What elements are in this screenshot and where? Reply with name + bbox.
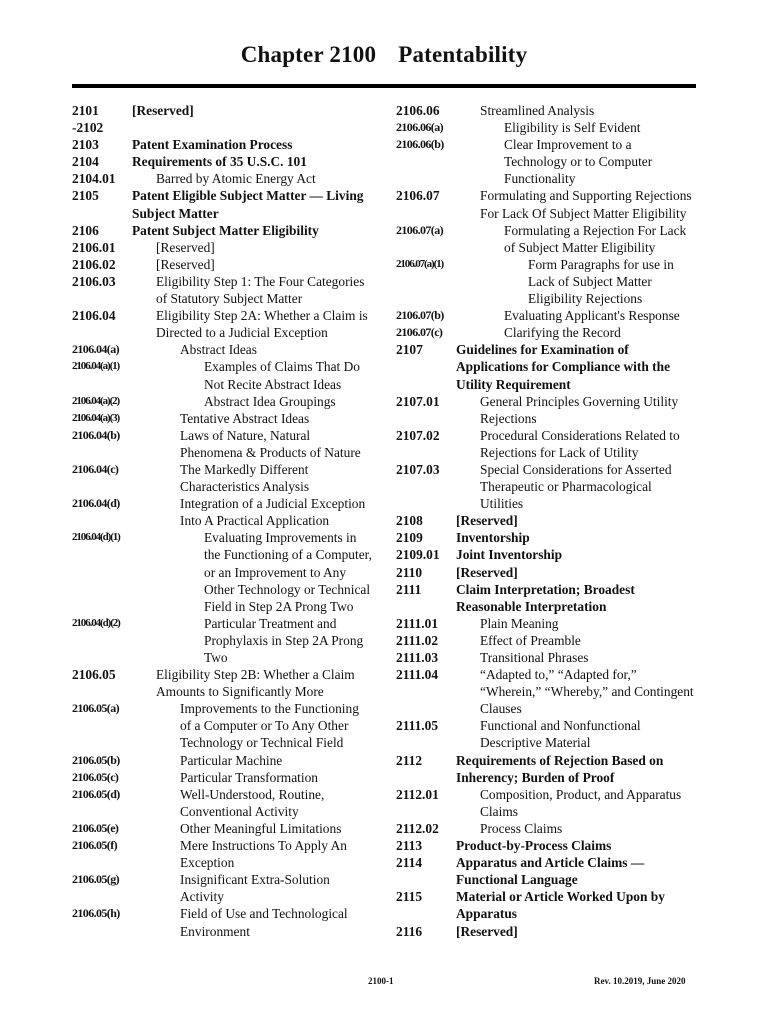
section-title: Clarifying the Record xyxy=(504,325,621,341)
section-number: 2105 xyxy=(72,188,99,204)
section-title: Abstract Ideas xyxy=(180,342,257,358)
section-number: 2111.03 xyxy=(396,650,439,665)
section-title: Process Claims xyxy=(480,820,563,836)
toc-entry xyxy=(72,187,372,221)
section-title: Apparatus and Article Claims — Functional Language xyxy=(456,855,645,888)
section-number: 2111.04 xyxy=(396,667,439,683)
toc-entry xyxy=(72,905,372,939)
toc-entry xyxy=(72,529,372,614)
toc-entry xyxy=(72,769,372,786)
toc-entry xyxy=(396,427,696,461)
section-title: Joint Inventorship xyxy=(456,547,563,563)
section-title: Eligibility Step 1: The Four Categories of Statutory Subject Matter xyxy=(156,273,365,307)
toc-entry xyxy=(72,615,372,666)
toc-entry xyxy=(396,187,696,221)
section-title: Formulating a Rejection For Lack of Subject Matter Eligibility xyxy=(504,222,687,255)
toc-entry xyxy=(396,461,696,512)
section-number: 2112 xyxy=(396,752,423,768)
section-number: 2106.05(e) xyxy=(72,820,119,835)
section-title: Effect of Preamble xyxy=(480,632,581,648)
section-number: 2111.05 xyxy=(396,718,439,734)
heading-rule xyxy=(72,84,696,88)
toc-entry xyxy=(72,358,372,392)
section-number: 2109.01 xyxy=(396,547,440,563)
section-title: Laws of Nature, Natural Phenomena & Products of Nature xyxy=(180,427,361,460)
toc-entry xyxy=(396,324,696,341)
section-title: Insignificant Extra-Solution Activity xyxy=(180,872,330,905)
toc-entry xyxy=(72,837,372,871)
section-number: 2106.06(b) xyxy=(396,137,444,152)
section-title: [Reserved] xyxy=(456,923,518,939)
toc-entry xyxy=(396,256,696,307)
section-number: 2109 xyxy=(396,530,423,546)
toc-entry xyxy=(72,666,372,700)
section-number: 2111.01 xyxy=(396,615,439,631)
section-number: 2107 xyxy=(396,342,423,358)
toc-entry xyxy=(72,239,372,256)
toc-entry xyxy=(396,222,696,256)
section-number: 2106.07(c) xyxy=(396,325,443,340)
section-title: Evaluating Applicant's Response xyxy=(504,308,680,324)
toc-entry xyxy=(72,461,372,495)
section-title: Procedural Considerations Related to Rejections for Lack of Utility xyxy=(480,427,680,460)
section-title: [Reserved] xyxy=(132,103,194,118)
section-title: Field of Use and Technological Environment xyxy=(180,906,348,939)
toc-entry xyxy=(396,136,696,187)
section-title: Abstract Idea Groupings xyxy=(204,393,336,409)
section-title: General Principles Governing Utility Rejections xyxy=(480,393,679,426)
section-title: Mere Instructions To Apply An Exception xyxy=(180,838,347,871)
toc-entry xyxy=(396,512,696,529)
section-number: 2106.04(b) xyxy=(72,427,120,442)
toc-entry xyxy=(396,820,696,837)
toc-entry xyxy=(396,752,696,786)
section-title: [Reserved] xyxy=(156,256,215,272)
section-number: 2106.04(a)(3) xyxy=(72,411,120,424)
section-number: 2113 xyxy=(396,838,423,854)
section-title: Patent Eligible Subject Matter — Living Subject Matter xyxy=(132,188,364,221)
section-number: 2103 xyxy=(72,137,99,153)
section-number: 2106.04 xyxy=(72,308,116,324)
toc-left-column xyxy=(72,102,372,940)
section-number: 2106.04(d)(1) xyxy=(72,531,120,544)
toc-entry xyxy=(72,427,372,461)
section-number: 2106.04(d)(2) xyxy=(72,616,120,629)
section-number: 2106.05(g) xyxy=(72,872,119,887)
section-number: 2106.07(b) xyxy=(396,308,444,323)
section-title: The Markedly Different Characteristics Analysis xyxy=(180,461,310,495)
page-number: 2100-1 xyxy=(368,976,394,986)
toc-right-column xyxy=(396,102,696,940)
chapter-title: Patentability xyxy=(398,42,528,67)
section-number: 2104.01 xyxy=(72,171,116,187)
section-title: “Adapted to,” “Adapted for,” “Wherein,” “Whereby,” and Contingent Clauses xyxy=(480,667,694,717)
section-number: 2107.03 xyxy=(396,461,440,477)
toc-entry xyxy=(396,393,696,427)
section-number: 2110 xyxy=(396,564,423,580)
section-title: Requirements of Rejection Based on Inherency; Burden of Proof xyxy=(456,752,664,785)
section-title: Transitional Phrases xyxy=(480,650,589,665)
section-number: 2107.02 xyxy=(396,427,440,443)
section-number: 2108 xyxy=(396,513,423,529)
toc-entry xyxy=(396,564,696,581)
section-title xyxy=(132,119,372,136)
toc-entry xyxy=(72,410,372,427)
toc-entry xyxy=(396,102,696,119)
section-title: Eligibility Step 2B: Whether a Claim Amounts to Significantly More xyxy=(156,667,355,700)
section-number: 2106.05(b) xyxy=(72,752,120,767)
section-number: 2106.07(a)(1) xyxy=(396,257,444,270)
section-title: Other Meaningful Limitations xyxy=(180,820,342,836)
toc-entry xyxy=(72,871,372,905)
section-title: Improvements to the Functioning of a Computer or To Any Other Technology or Technical Field xyxy=(180,701,359,751)
toc-entry xyxy=(396,529,696,546)
section-title: [Reserved] xyxy=(456,564,518,580)
section-title: Special Considerations for Asserted Therapeutic or Pharmacological Utilities xyxy=(480,461,672,512)
section-number: 2101 xyxy=(72,103,99,118)
section-number: 2111.02 xyxy=(396,632,439,648)
toc-entry xyxy=(72,820,372,837)
section-number: 2115 xyxy=(396,889,423,905)
toc-entry xyxy=(396,307,696,324)
section-title: [Reserved] xyxy=(456,513,518,529)
toc-entry xyxy=(72,752,372,769)
section-title: Functional and Nonfunctional Descriptive Material xyxy=(480,718,641,751)
section-number: 2116 xyxy=(396,923,423,939)
section-title: Guidelines for Examination of Applications for Compliance with the Utility Requirement xyxy=(456,342,671,392)
section-number: 2106.07 xyxy=(396,188,440,204)
section-number: 2106.05(f) xyxy=(72,838,117,853)
toc-entry xyxy=(396,854,696,888)
toc-entry xyxy=(396,632,696,649)
section-title: Clear Improvement to a Technology or to Computer Functionality xyxy=(504,137,653,187)
section-number: 2106.05(h) xyxy=(72,906,120,921)
toc-entry xyxy=(396,786,696,820)
section-title: Eligibility Step 2A: Whether a Claim is Directed to a Judicial Exception xyxy=(156,308,368,341)
toc-entry xyxy=(396,666,696,717)
section-title: Tentative Abstract Ideas xyxy=(180,410,310,426)
section-number: 2114 xyxy=(396,855,423,871)
section-number: -2102 xyxy=(72,120,104,136)
toc-entry xyxy=(72,153,372,170)
toc-entry xyxy=(72,102,372,119)
section-title: [Reserved] xyxy=(156,239,215,255)
toc-entry xyxy=(396,923,696,940)
section-number: 2106.04(c) xyxy=(72,461,119,476)
section-title: Requirements of 35 U.S.C. 101 xyxy=(132,154,307,170)
section-number: 2106.03 xyxy=(72,273,116,289)
section-number: 2106.05(c) xyxy=(72,769,119,784)
section-number: 2106.06(a) xyxy=(396,120,443,135)
section-number: 2106.02 xyxy=(72,256,116,272)
toc-entry xyxy=(72,119,372,136)
toc-entry xyxy=(72,170,372,187)
toc-entry xyxy=(72,341,372,358)
section-title: Eligibility is Self Evident xyxy=(504,120,641,136)
toc-entry xyxy=(72,256,372,273)
section-number: 2106.04(a)(1) xyxy=(72,360,120,373)
section-number: 2106.01 xyxy=(72,239,116,255)
section-title: Formulating and Supporting Rejections For Lack Of Subject Matter Eligibility xyxy=(480,188,692,221)
section-title: Claim Interpretation; Broadest Reasonable Interpretation xyxy=(456,581,635,614)
section-number: 2106.04(a)(2) xyxy=(72,394,120,407)
section-title: Streamlined Analysis xyxy=(480,103,595,118)
chapter-number: Chapter 2100 xyxy=(240,42,377,67)
section-number: 2106.05(a) xyxy=(72,701,119,716)
section-number: 2106 xyxy=(72,222,99,238)
section-title: Form Paragraphs for use in Lack of Subject Matter Eligibility Rejections xyxy=(528,256,674,307)
toc-entry xyxy=(72,136,372,153)
toc-entry xyxy=(72,393,372,410)
section-title: Particular Treatment and Prophylaxis in Step 2A Prong Two xyxy=(204,615,364,665)
section-number: 2107.01 xyxy=(396,393,440,409)
toc-entry xyxy=(396,546,696,563)
section-number: 2112.01 xyxy=(396,786,439,802)
section-title: Evaluating Improvements in the Functioning of a Computer, or an Improvement to Any Other Technology or Technical Field in Step 2A Prong Two xyxy=(204,530,372,614)
toc-entry xyxy=(396,615,696,632)
section-title: Barred by Atomic Energy Act xyxy=(156,171,316,187)
section-number: 2106.04(d) xyxy=(72,496,120,511)
toc-entry xyxy=(72,786,372,820)
section-number: 2106.05(d) xyxy=(72,786,120,801)
toc-entry xyxy=(72,307,372,341)
section-title: Patent Examination Process xyxy=(132,137,293,153)
toc-entry xyxy=(396,649,696,666)
section-title: Inventorship xyxy=(456,530,530,546)
chapter-heading xyxy=(0,42,768,68)
section-number: 2106.07(a) xyxy=(396,222,443,237)
toc-entry xyxy=(396,119,696,136)
section-number: 2106.06 xyxy=(396,103,440,118)
section-title: Well-Understood, Routine, Conventional Activity xyxy=(180,786,325,819)
section-title: Integration of a Judicial Exception Into A Practical Application xyxy=(180,496,366,529)
section-title: Material or Article Worked Upon by Apparatus xyxy=(456,889,665,922)
toc-entry xyxy=(396,888,696,922)
toc-entry xyxy=(396,837,696,854)
section-number: 2106.05 xyxy=(72,667,116,683)
toc-entry xyxy=(396,341,696,392)
section-title: Examples of Claims That Do Not Recite Abstract Ideas xyxy=(204,359,360,392)
toc-entry xyxy=(72,273,372,307)
toc-entry xyxy=(396,581,696,615)
toc-entry xyxy=(396,717,696,751)
toc-entry xyxy=(72,700,372,751)
toc-entry xyxy=(72,222,372,239)
revision-note: Rev. 10.2019, June 2020 xyxy=(594,976,686,986)
section-number: 2106.04(a) xyxy=(72,342,119,357)
section-title: Particular Transformation xyxy=(180,769,318,785)
section-title: Composition, Product, and Apparatus Claims xyxy=(480,786,682,819)
section-title: Product-by-Process Claims xyxy=(456,838,612,854)
section-number: 2111 xyxy=(396,581,422,597)
section-number: 2112.02 xyxy=(396,820,439,836)
section-number: 2104 xyxy=(72,154,99,170)
section-title: Plain Meaning xyxy=(480,615,559,631)
section-title: Particular Machine xyxy=(180,752,283,768)
section-title: Patent Subject Matter Eligibility xyxy=(132,222,319,238)
toc-entry xyxy=(72,495,372,529)
